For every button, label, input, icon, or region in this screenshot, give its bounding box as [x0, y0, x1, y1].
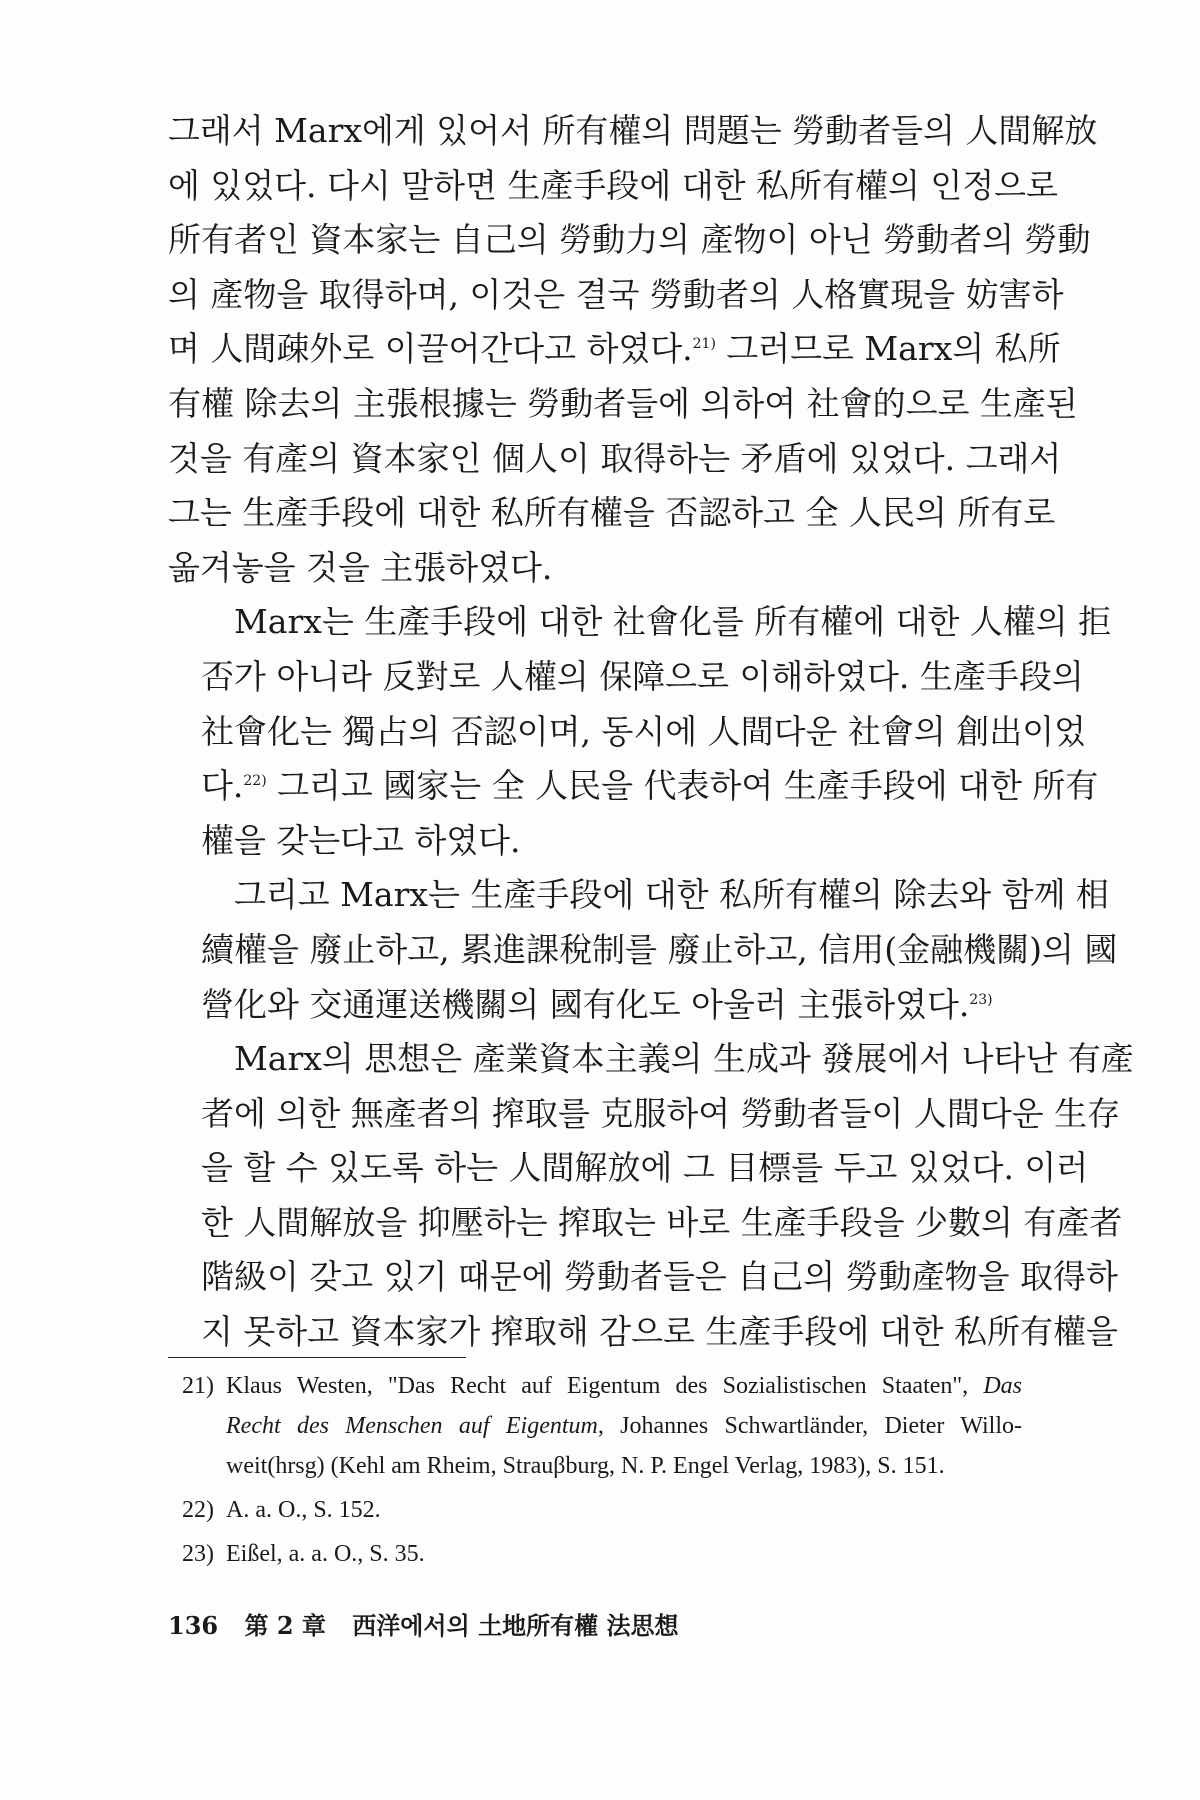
paragraph-3 [168, 868, 1118, 1032]
footnote-ref: 23) [969, 991, 993, 1008]
text-line: 지 못하고 資本家가 搾取해 감으로 生產手段에 대한 私所有權을 [201, 1312, 1118, 1352]
paragraph-2 [168, 595, 1112, 868]
main-text [168, 104, 1134, 1360]
text-segment: 그러므로 Marx의 私所 [715, 329, 1061, 369]
text-line: 옮겨놓을 것을 主張하였다. [168, 547, 553, 587]
footnote-text [226, 1366, 1022, 1486]
paragraph-4 [168, 1032, 1134, 1360]
footnote-divider [168, 1357, 466, 1358]
page-number: 136 [168, 1611, 219, 1640]
footnote-number: 22) [182, 1497, 214, 1523]
footnotes [182, 1366, 1022, 1578]
footnote-line: weit(hrsg) (Kehl am Rheim, Strauβburg, N. P. Engel Verlag, 1983), S. 151. [226, 1453, 945, 1479]
footnote-ref: 21) [692, 336, 716, 353]
text-line: 權을 갖는다고 하였다. [201, 820, 521, 860]
text-line: Marx의 思想은 產業資本主義의 生成과 發展에서 나타난 有產 [234, 1039, 1134, 1079]
text-segment: Johannes Schwartländer, Dieter Willo- [603, 1413, 1022, 1439]
text-line: 한 人間解放을 抑壓하는 搾取는 바로 生產手段을 少數의 有產者 [201, 1202, 1123, 1242]
footnote-number: 21) [182, 1373, 214, 1399]
text-line [168, 978, 1028, 1033]
text-line: 의 產物을 取得하며, 이것은 결국 勞動者의 人格實現을 妨害하 [168, 274, 1064, 314]
text-line: 것을 有產의 資本家인 個人이 取得하는 矛盾에 있었다. 그래서 [168, 438, 1062, 478]
text-segment: 그리고 國家는 全 人民을 代表하여 生產手段에 대한 所有 [266, 766, 1099, 806]
text-line: 階級이 갖고 있기 때문에 勞動者들은 自己의 勞動產物을 取得하 [201, 1257, 1118, 1297]
footnote-21 [182, 1366, 1022, 1486]
footnote-text: A. a. O., S. 152. [226, 1497, 381, 1523]
text-line: 者에 의한 無產者의 搾取를 克服하여 勞動者들이 人間다운 生存 [201, 1093, 1121, 1133]
text-segment: Recht des Menschen auf Eigentum, [226, 1413, 604, 1439]
text-line: 續權을 廢止하고, 累進課稅制를 廢止하고, 信用(金融機關)의 國 [201, 929, 1118, 969]
text-line: 그리고 Marx는 生產手段에 대한 私所有權의 除去와 함께 相 [234, 875, 1109, 915]
footnote-line [226, 1366, 1022, 1406]
text-segment: 營化와 交通運送機關의 國有化도 아울러 主張하였다. [201, 984, 970, 1024]
text-line: 有權 除去의 主張根據는 勞動者들에 의하여 社會的으로 生產된 [168, 383, 1078, 423]
running-title: 西洋에서의 土地所有權 法思想 [352, 1611, 679, 1640]
text-line [168, 759, 1099, 814]
paragraph-1 [168, 104, 1098, 595]
text-segment: Das [983, 1373, 1022, 1399]
text-line: 否가 아니라 反對로 人權의 保障으로 이해하였다. 生產手段의 [201, 656, 1084, 696]
footnote-ref: 22) [243, 773, 267, 790]
footnote-line [226, 1406, 1022, 1446]
text-line: 을 할 수 있도록 하는 人間解放에 그 目標를 두고 있었다. 이러 [201, 1148, 1089, 1188]
page-footer [168, 1606, 697, 1641]
footnote-22 [182, 1490, 1022, 1530]
text-line: Marx는 生產手段에 대한 社會化를 所有權에 대한 人權의 拒 [234, 602, 1112, 642]
footnote-number: 23) [182, 1541, 214, 1567]
text-segment: 다. [201, 766, 244, 806]
text-segment: 며 人間疎外로 이끌어간다고 하였다. [168, 329, 693, 369]
text-line: 에 있었다. 다시 말하면 生產手段에 대한 私所有權의 인정으로 [168, 165, 1058, 205]
text-segment: Klaus Westen, "Das Recht auf Eigentum des Sozialistischen Staaten", [226, 1373, 984, 1399]
text-line: 그래서 Marx에게 있어서 所有權의 問題는 勞動者들의 人間解放 [168, 111, 1098, 150]
text-line: 所有者인 資本家는 自己의 勞動力의 產物이 아닌 勞動者의 勞動 [168, 220, 1091, 260]
footnote-text: Eißel, a. a. O., S. 35. [226, 1541, 425, 1567]
chapter-label: 第 2 章 [244, 1611, 326, 1640]
text-line [168, 322, 1061, 377]
footnote-23 [182, 1534, 1022, 1574]
text-line: 그는 生產手段에 대한 私所有權을 否認하고 全 人民의 所有로 [168, 493, 1056, 533]
text-line: 社會化는 獨占의 否認이며, 동시에 人間다운 社會의 創出이었 [201, 711, 1086, 751]
